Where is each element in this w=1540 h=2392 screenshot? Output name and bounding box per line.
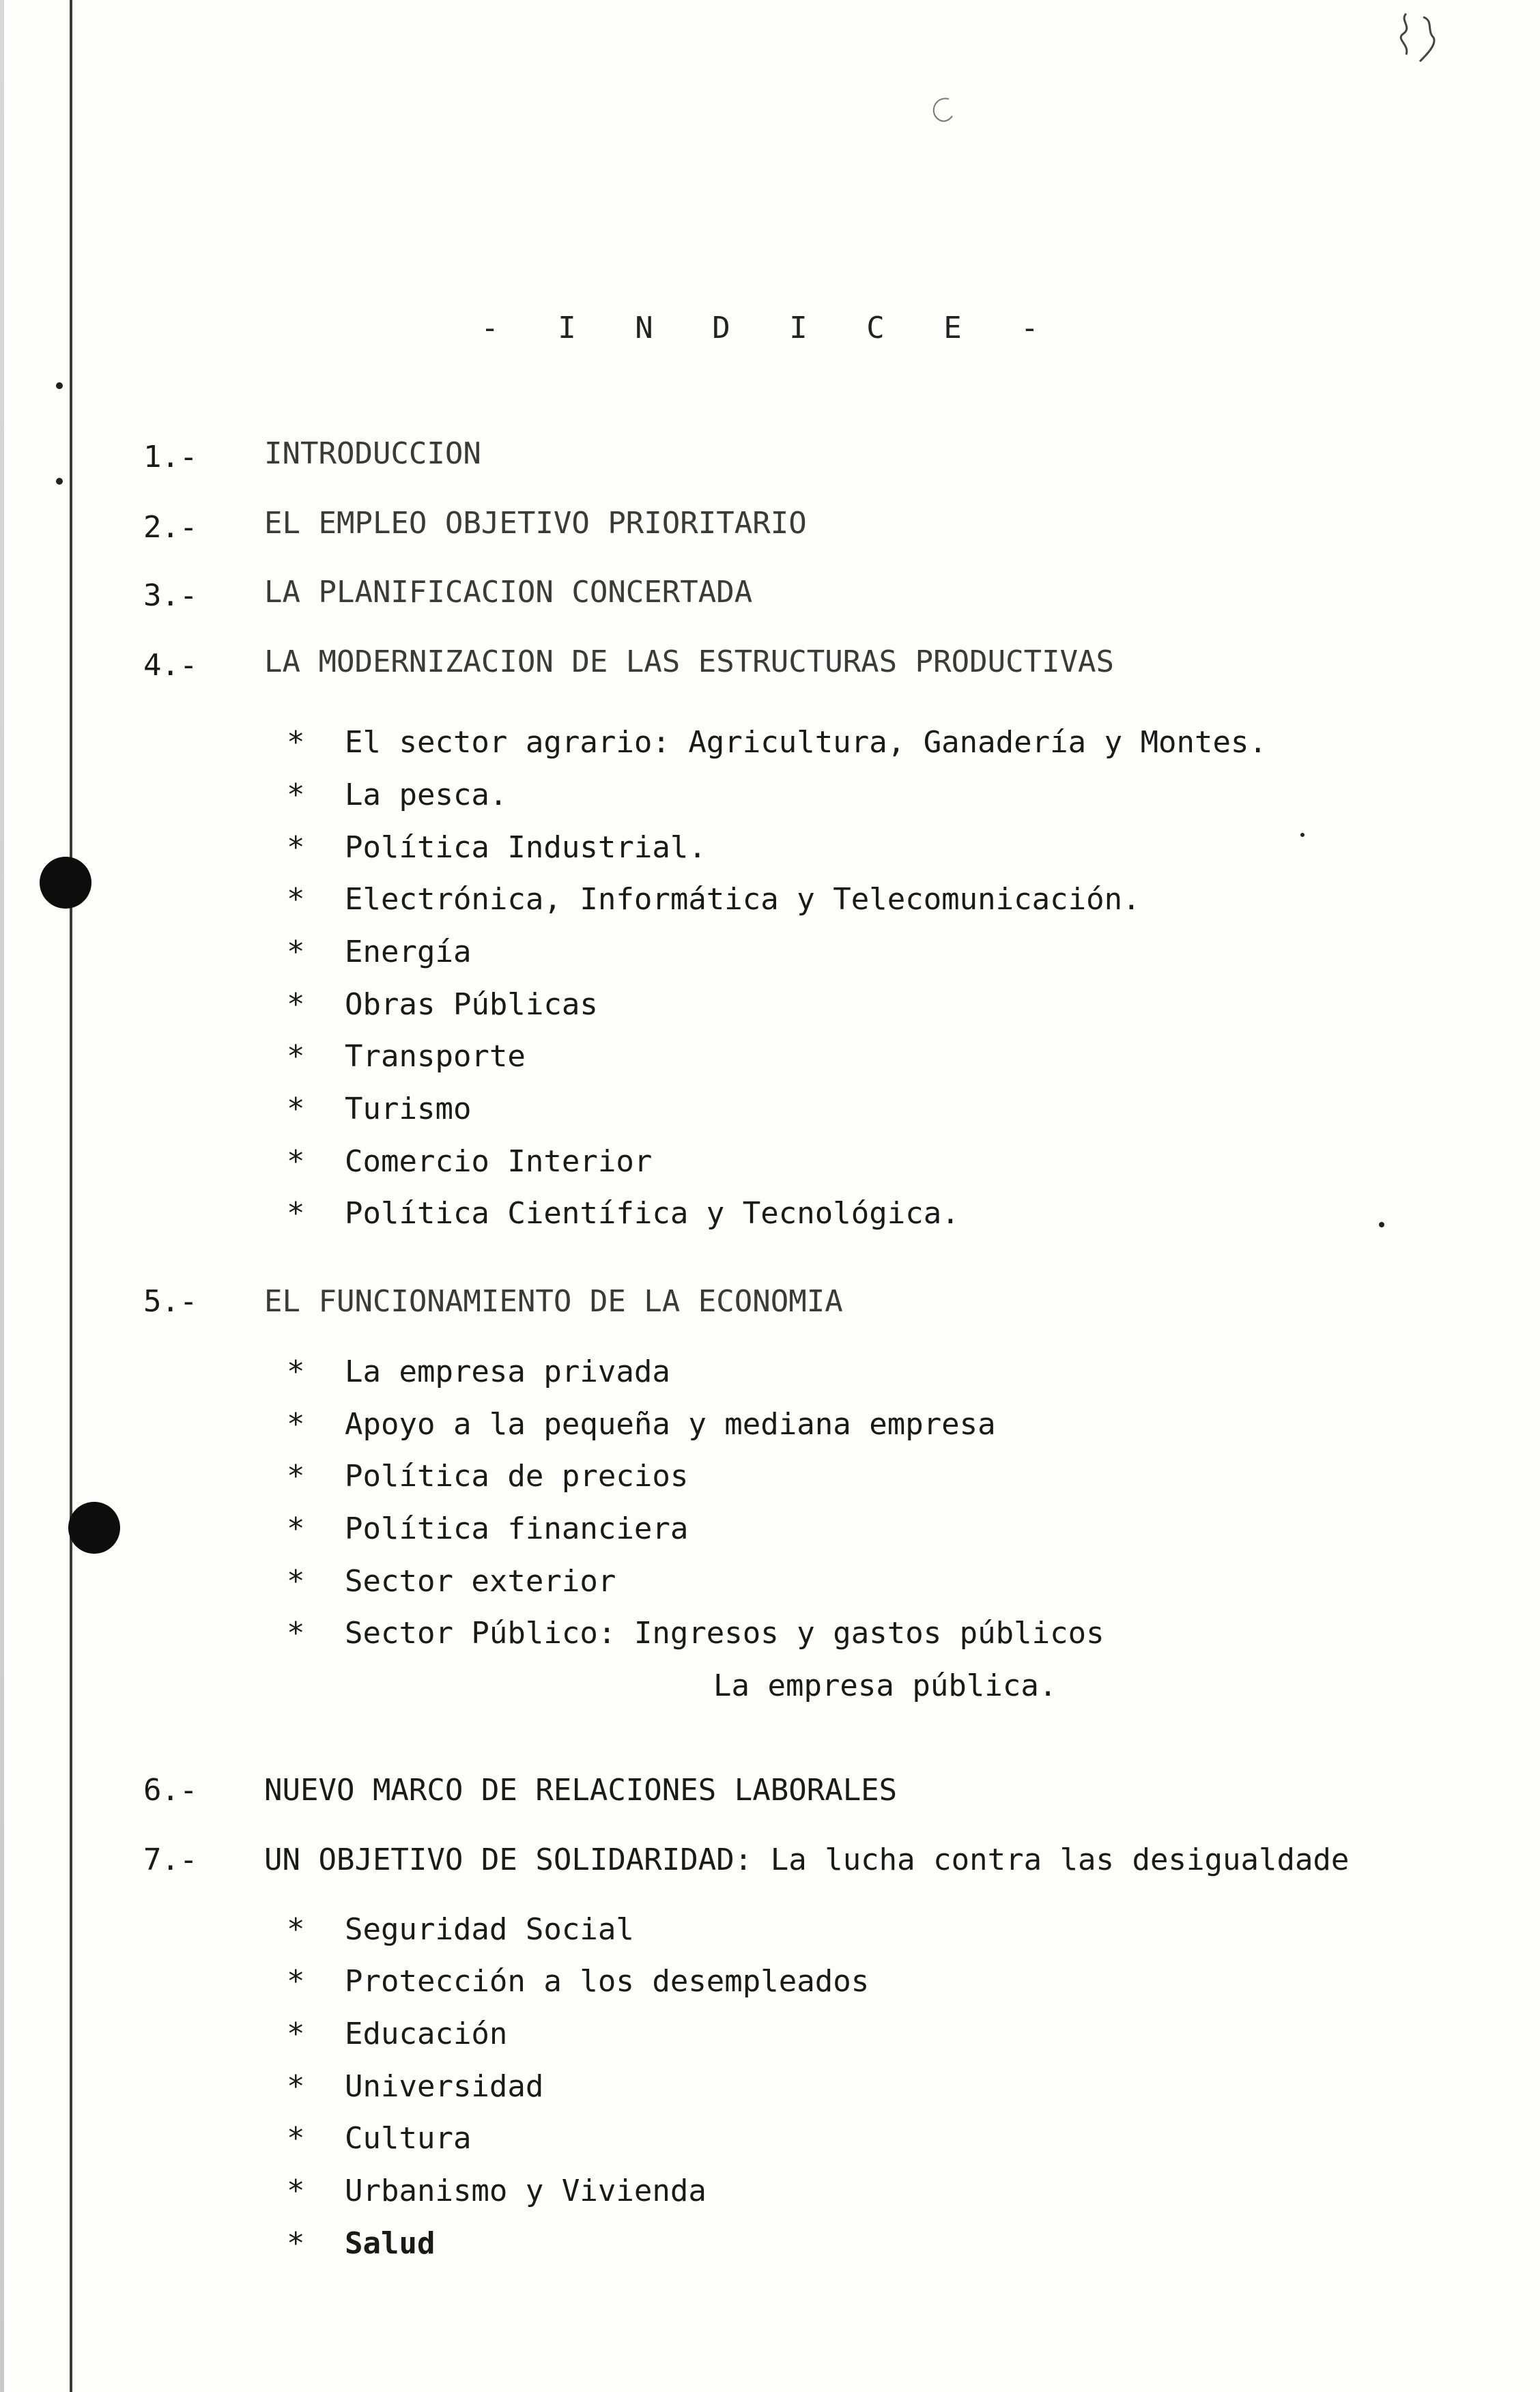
section-heading: LA MODERNIZACION DE LAS ESTRUCTURAS PRODUCTIVAS — [264, 644, 1115, 679]
section-heading: INTRODUCCION — [264, 436, 481, 471]
section-heading: UN OBJETIVO DE SOLIDARIDAD: La lucha contra las desigualdade — [264, 1842, 1350, 1877]
list-item: Seguridad Social — [345, 1912, 634, 1947]
pencil-mark — [922, 92, 962, 133]
list-item: Sector Público: Ingresos y gastos públicos — [345, 1616, 1104, 1651]
list-item: Electrónica, Informática y Telecomunicación. — [345, 882, 1141, 917]
bullet-star: * — [287, 830, 305, 865]
bullet-star: * — [287, 1616, 305, 1651]
bullet-star: * — [287, 1354, 305, 1389]
list-item: Cultura — [345, 2121, 472, 2156]
bullet-star: * — [287, 1912, 305, 1947]
list-item: Protección a los desempleados — [345, 1964, 870, 1999]
section-heading: EL FUNCIONAMIENTO DE LA ECONOMIA — [264, 1284, 843, 1319]
bullet-star: * — [287, 987, 305, 1022]
section-number: 2.- — [143, 510, 198, 545]
binder-margin-line — [70, 0, 72, 2392]
punch-hole-top — [40, 857, 91, 909]
bullet-star: * — [287, 882, 305, 917]
bullet-star: * — [287, 1964, 305, 1999]
bullet-star: * — [287, 1459, 305, 1494]
scan-speck — [56, 382, 63, 389]
scan-speck — [1300, 833, 1304, 837]
list-item: Energía — [345, 935, 472, 969]
section-number: 7.- — [143, 1842, 198, 1877]
list-item: Universidad — [345, 2069, 544, 2104]
bullet-star: * — [287, 2121, 305, 2156]
scan-speck — [56, 478, 63, 485]
page-edge — [0, 0, 4, 2392]
bullet-star: * — [287, 2069, 305, 2104]
list-item: El sector agrario: Agricultura, Ganadería y Montes. — [345, 725, 1268, 760]
list-item: Apoyo a la pequeña y mediana empresa — [345, 1407, 996, 1442]
section-heading: NUEVO MARCO DE RELACIONES LABORALES — [264, 1773, 898, 1808]
section-number: 4.- — [143, 648, 198, 683]
bullet-star: * — [287, 1511, 305, 1546]
bullet-star: * — [287, 2017, 305, 2051]
list-item: Sector exterior — [345, 1564, 616, 1599]
list-item: Educación — [345, 2017, 508, 2051]
bullet-star: * — [287, 725, 305, 760]
bullet-star: * — [287, 1092, 305, 1126]
list-item: Política Científica y Tecnológica. — [345, 1196, 960, 1231]
list-item: Urbanismo y Vivienda — [345, 2174, 707, 2208]
handwritten-mark — [1386, 7, 1454, 68]
scan-speck — [1379, 1222, 1384, 1227]
list-item: Salud — [345, 2226, 436, 2261]
page-title: - I N D I C E - — [481, 311, 1059, 345]
bullet-star: * — [287, 1039, 305, 1074]
list-item: Política Industrial. — [345, 830, 707, 865]
list-item: Transporte — [345, 1039, 526, 1074]
list-item: Política de precios — [345, 1459, 689, 1494]
bullet-star: * — [287, 935, 305, 969]
section-number: 1.- — [143, 440, 198, 474]
list-item: Obras Públicas — [345, 987, 598, 1022]
list-item: Política financiera — [345, 1511, 689, 1546]
bullet-star: * — [287, 1407, 305, 1442]
bullet-star: * — [287, 1144, 305, 1179]
list-item: La pesca. — [345, 778, 508, 812]
list-item: Turismo — [345, 1092, 472, 1126]
section-number: 6.- — [143, 1773, 198, 1808]
bullet-star: * — [287, 778, 305, 812]
punch-hole-bottom — [68, 1502, 120, 1554]
section-heading: LA PLANIFICACION CONCERTADA — [264, 575, 753, 610]
list-item-continuation: La empresa pública. — [713, 1668, 1057, 1703]
section-heading: EL EMPLEO OBJETIVO PRIORITARIO — [264, 506, 807, 541]
list-item: La empresa privada — [345, 1354, 670, 1389]
list-item: Comercio Interior — [345, 1144, 653, 1179]
bullet-star: * — [287, 1196, 305, 1231]
section-number: 5.- — [143, 1284, 198, 1319]
section-number: 3.- — [143, 578, 198, 613]
bullet-star: * — [287, 1564, 305, 1599]
bullet-star: * — [287, 2226, 305, 2261]
bullet-star: * — [287, 2174, 305, 2208]
